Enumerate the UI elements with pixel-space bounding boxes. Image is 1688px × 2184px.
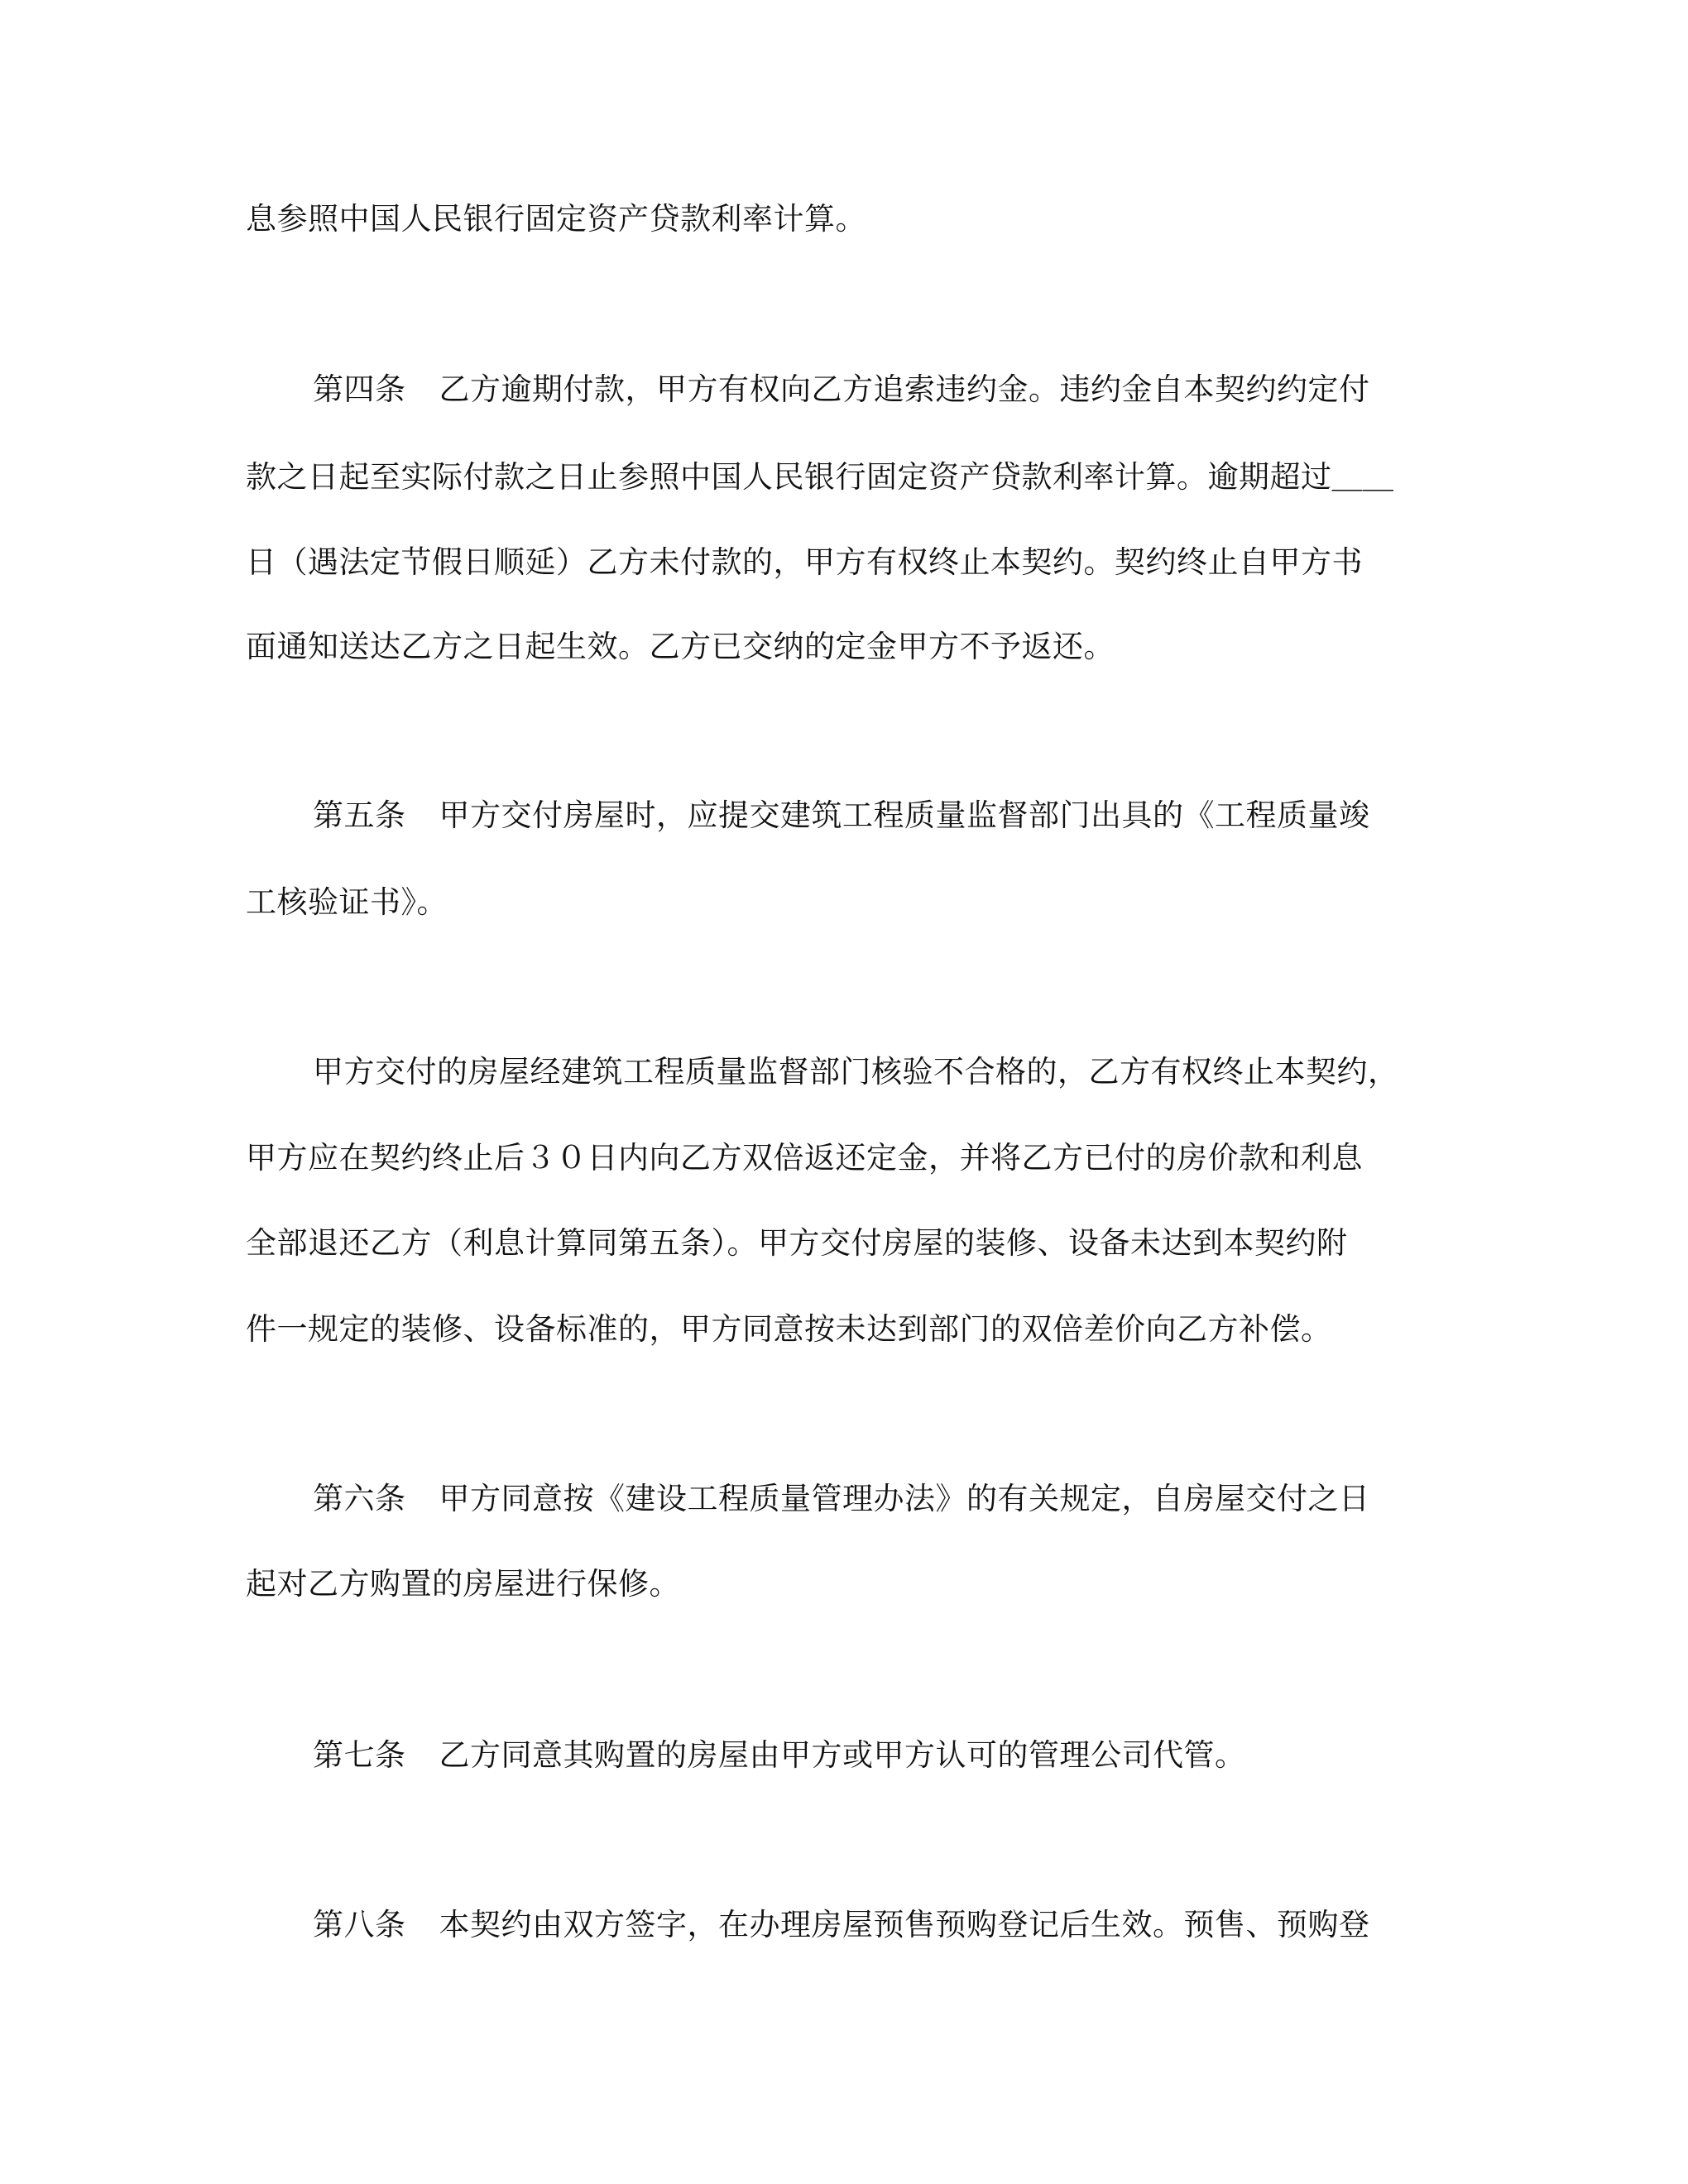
article-4-line-1 (313, 369, 1455, 410)
paragraph-text: 甲方交付房屋时，应提交建筑工程质量监督部门出具的《工程质量竣 (439, 797, 1370, 833)
article-number: 第五条 (313, 797, 406, 833)
paragraph-line: 甲方应在契约终止后３０日内向乙方双倍返还定金，并将乙方已付的房价款和利息 (246, 1140, 1363, 1176)
paragraph-line: 甲方交付的房屋经建筑工程质量监督部门核验不合格的，乙方有权终止本契约， (313, 1054, 1399, 1090)
article-6-line-1 (313, 1478, 1455, 1520)
paragraph-text: 甲方同意按《建设工程质量管理办法》的有关规定，自房屋交付之日 (439, 1481, 1370, 1516)
article-5-line-1 (313, 795, 1455, 836)
paragraph-line: 款之日起至实际付款之日止参照中国人民银行固定资产贷款利率计算。逾期超过＿＿ (246, 459, 1394, 495)
article-7-line-1 (313, 1735, 1455, 1776)
article-number: 第六条 (313, 1481, 406, 1516)
paragraph-text: 乙方逾期付款，甲方有权向乙方追索违约金。违约金自本契约约定付 (439, 371, 1370, 407)
paragraph-line: 件一规定的装修、设备标准的，甲方同意按未达到部门的双倍差价向乙方补偿。 (246, 1311, 1332, 1347)
paragraph-line: 日（遇法定节假日顺延）乙方未付款的，甲方有权终止本契约。契约终止自甲方书 (246, 544, 1363, 580)
paragraph-line: 全部退还乙方（利息计算同第五条）。甲方交付房屋的装修、设备未达到本契约附 (246, 1225, 1348, 1261)
paragraph-line: 息参照中国人民银行固定资产贷款利率计算。 (246, 201, 866, 237)
paragraph-line: 工核验证书》。 (246, 884, 448, 920)
article-8-line-1 (313, 1904, 1455, 1946)
paragraph-line: 起对乙方购置的房屋进行保修。 (246, 1566, 680, 1602)
paragraph-text: 本契约由双方签字，在办理房屋预售预购登记后生效。预售、预购登 (439, 1907, 1370, 1942)
article-number: 第八条 (313, 1907, 406, 1942)
paragraph-text: 乙方同意其购置的房屋由甲方或甲方认可的管理公司代管。 (439, 1737, 1246, 1773)
paragraph-line: 面通知送达乙方之日起生效。乙方已交纳的定金甲方不予返还。 (246, 629, 1115, 664)
article-number: 第四条 (313, 371, 406, 407)
article-number: 第七条 (313, 1737, 406, 1773)
